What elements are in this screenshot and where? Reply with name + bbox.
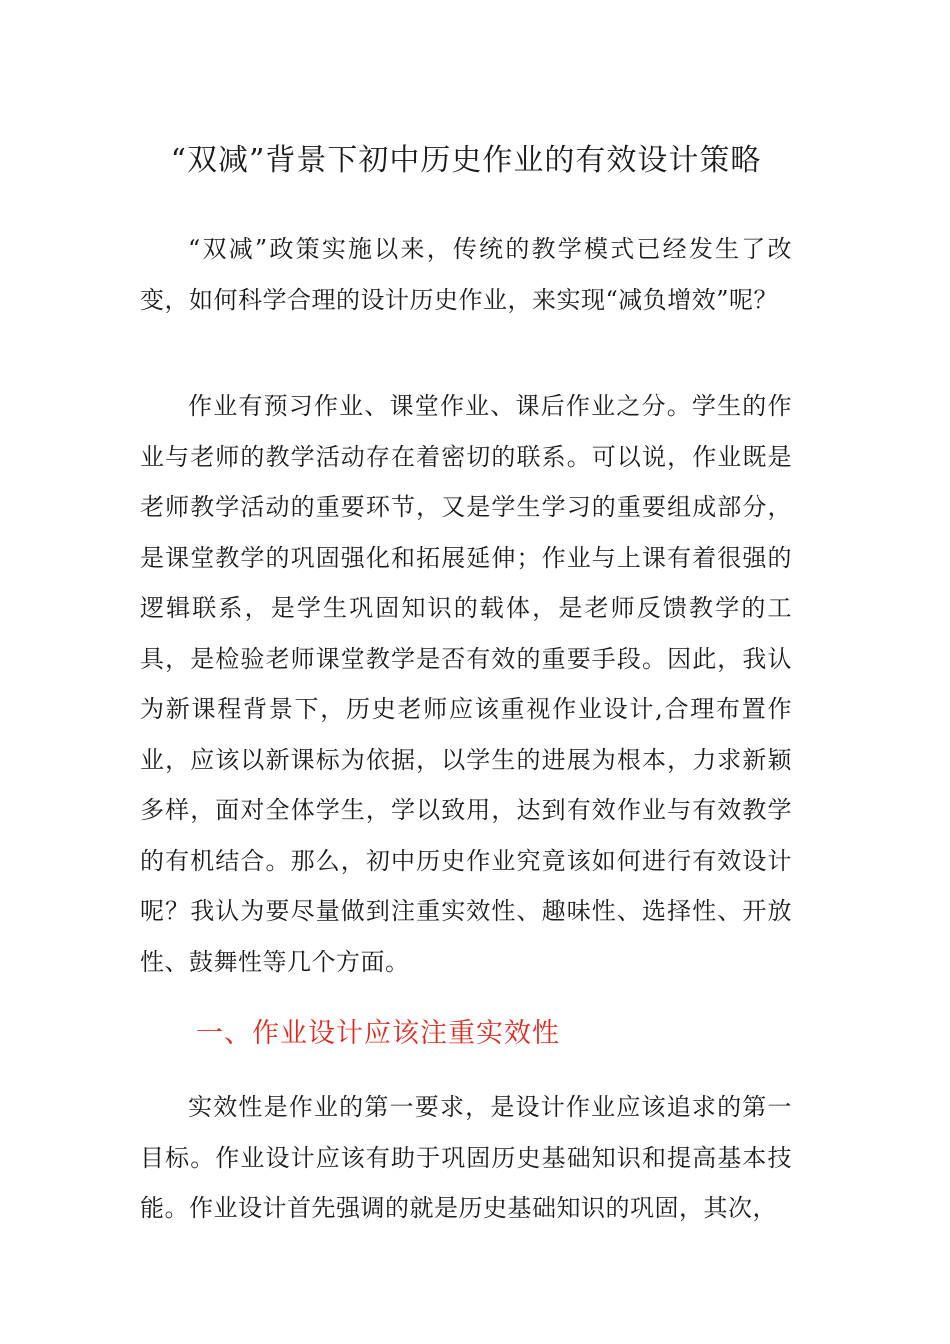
document-title: “双减”背景下初中历史作业的有效设计策略 <box>170 143 762 178</box>
section-paragraph: 实效性是作业的第一要求，是设计作业应该追求的第一目标。作业设计应该有助于巩固历史基础知识和提高基本技能。作业设计首先强调的就是历史基础知识的巩固，其次， <box>140 1093 792 1222</box>
intro-paragraph: “双减”政策实施以来，传统的教学模式已经发生了改变，如何科学合理的设计历史作业，来实现“减负增效”呢？ <box>140 235 792 314</box>
body-paragraph: 作业有预习作业、课堂作业、课后作业之分。学生的作业与老师的教学活动存在着密切的联系。可以说，作业既是老师教学活动的重要环节，又是学生学习的重要组成部分，是课堂教学的巩固强化和拓展延伸；作业与上课有着很强的逻辑联系，是学生巩固知识的载体，是老师反馈教学的工具，是检验老师课堂教学是否有效的重要手段。因此，我认为新课程背景下，历史老师应该重视作业设计,合理布置作业，应该以新课标为依据，以学生的进展为根本，力求新颖多样，面对全体学生，学以致用，达到有效作业与有效教学的有机结合。那么，初中历史作业究竟该如何进行有效设计呢？我认为要尽量做到注重实效性、趣味性、选择性、开放性、鼓舞性等几个方面。 <box>140 392 792 976</box>
section-heading: 一、作业设计应该注重实效性 <box>196 1018 560 1049</box>
